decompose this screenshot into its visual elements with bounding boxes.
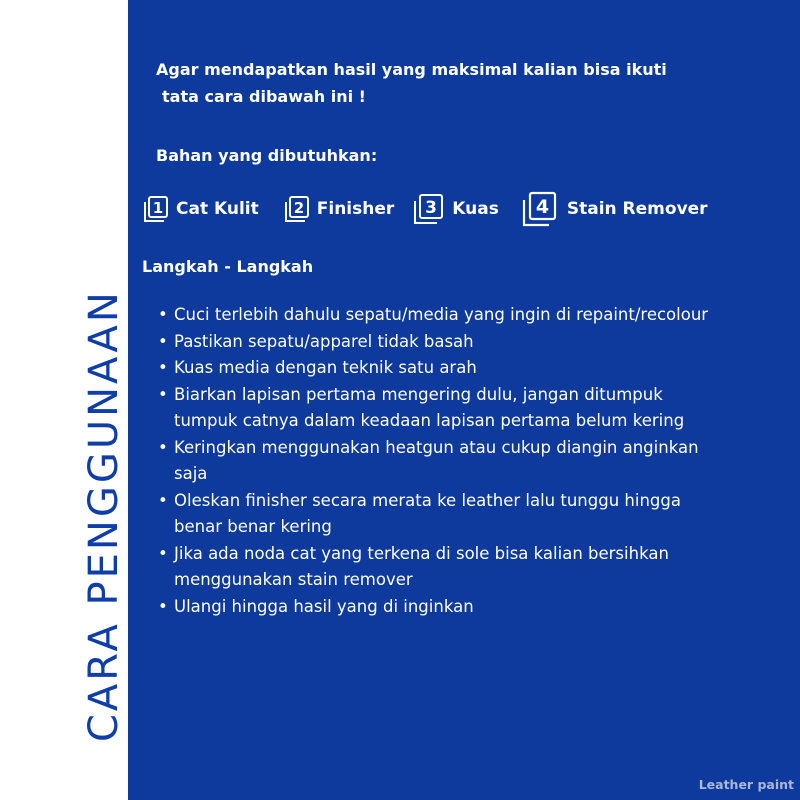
intro-line-2: tata cara dibawah ini !	[162, 87, 366, 106]
bullet-icon: •	[158, 384, 168, 404]
step-item	[142, 488, 792, 541]
steps-list	[142, 302, 792, 620]
numbered-square-icon	[412, 192, 446, 226]
bullet-icon: •	[158, 358, 168, 377]
step-line: Kuas media dengan teknik satu arah	[174, 358, 477, 377]
material-label: Finisher	[316, 199, 395, 219]
bullet-icon: •	[158, 437, 168, 457]
steps-heading: Langkah - Langkah	[142, 257, 314, 276]
side-strip	[0, 0, 128, 800]
step-item	[142, 594, 792, 621]
material-label: Stain Remover	[566, 199, 708, 219]
material-item	[412, 192, 499, 226]
step-item	[142, 329, 792, 356]
step-line: Cuci terlebih dahulu sepatu/media yang ingin di repaint/recolour	[174, 305, 709, 324]
material-number: 1	[152, 199, 164, 217]
materials-heading: Bahan yang dibutuhkan:	[156, 146, 378, 165]
content-panel	[128, 0, 800, 800]
step-line-continued: tumpuk catnya dalam keadaan lapisan pertama belum kering	[174, 411, 685, 430]
step-line: Oleskan finisher secara merata ke leather lalu tunggu hingga	[174, 490, 681, 510]
step-line-continued: saja	[174, 464, 208, 483]
step-line-continued: benar benar kering	[174, 517, 332, 536]
bullet-icon: •	[158, 305, 168, 324]
material-label: Cat Kulit	[176, 199, 259, 219]
material-label: Kuas	[452, 199, 499, 219]
bullet-icon: •	[158, 596, 168, 616]
bullet-icon: •	[158, 331, 168, 351]
intro-text	[156, 56, 667, 110]
numbered-square-icon	[283, 194, 311, 224]
brand-watermark: Leather paint	[698, 777, 794, 792]
step-line: Keringkan menggunakan heatgun atau cukup diangin anginkan	[174, 437, 699, 457]
bullet-icon: •	[158, 543, 168, 563]
material-item	[521, 190, 708, 228]
step-line: Biarkan lapisan pertama mengering dulu, jangan ditumpuk	[174, 384, 663, 404]
material-number: 2	[293, 199, 304, 217]
numbered-square-icon	[142, 194, 170, 224]
numbered-square-icon	[521, 190, 561, 228]
step-line-continued: menggunakan stain remover	[174, 570, 413, 589]
step-item	[142, 302, 792, 329]
step-item	[142, 355, 792, 382]
material-item	[142, 194, 259, 224]
step-line: Ulangi hingga hasil yang di inginkan	[174, 596, 474, 616]
bullet-icon: •	[158, 490, 168, 510]
intro-line-1: Agar mendapatkan hasil yang maksimal kalian bisa ikuti	[156, 60, 667, 79]
step-item	[142, 541, 792, 594]
material-number: 3	[425, 198, 438, 218]
step-item	[142, 435, 792, 488]
side-title: CARA PENGGUNAAN	[81, 289, 127, 742]
material-item	[283, 194, 395, 224]
step-line: Pastikan sepatu/apparel tidak basah	[174, 331, 474, 351]
step-line: Jika ada noda cat yang terkena di sole bisa kalian bersihkan	[174, 543, 669, 563]
step-item	[142, 382, 792, 435]
materials-list	[142, 190, 708, 228]
material-number: 4	[535, 196, 549, 218]
